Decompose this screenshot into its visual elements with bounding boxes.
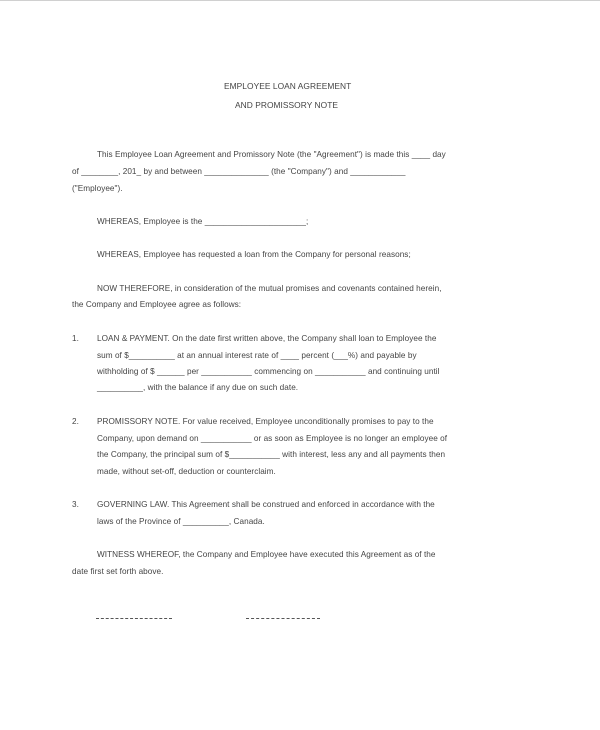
section-3-line-1: GOVERNING LAW. This Agreement shall be construed and enforced in accordance with the (97, 500, 435, 509)
section-1-number: 1. (72, 334, 79, 343)
whereas-clause-2: WHEREAS, Employee has requested a loan from the Company for personal reasons; (97, 250, 411, 259)
intro-line-2: of ________, 201_ by and between ______________ (the "Company") and ____________ (72, 167, 406, 176)
section-1-line-2: sum of $__________ at an annual interest rate of ____ percent (___%) and payable by (97, 351, 417, 360)
intro-line-1: This Employee Loan Agreement and Promissory Note (the "Agreement") is made this ____ day (97, 150, 446, 159)
whereas-clause-1: WHEREAS, Employee is the ______________________; (97, 217, 309, 226)
section-2-line-4: made, without set-off, deduction or counterclaim. (97, 467, 276, 476)
section-2-number: 2. (72, 417, 79, 426)
section-2-line-1: PROMISSORY NOTE. For value received, Employee unconditionally promises to pay to the (97, 417, 434, 426)
intro-line-3: ("Employee"). (72, 184, 123, 193)
section-2-line-2: Company, upon demand on ___________ or as soon as Employee is no longer an employee of (97, 434, 448, 443)
section-3-line-2: laws of the Province of __________, Canada. (97, 517, 265, 526)
witness-line-1: WITNESS WHEREOF, the Company and Employee have executed this Agreement as of the (97, 550, 436, 559)
title-line-2: AND PROMISSORY NOTE (235, 100, 339, 110)
title-line-1: EMPLOYEE LOAN AGREEMENT (224, 81, 352, 91)
now-therefore-line-2: the Company and Employee agree as follows: (72, 300, 242, 309)
section-3-number: 3. (72, 500, 79, 509)
section-1-line-4: __________, with the balance if any due on such date. (97, 383, 299, 392)
section-1-line-3: withholding of $ ______ per ___________ commencing on ___________ and continuing until (97, 367, 440, 376)
witness-line-2: date first set forth above. (72, 567, 164, 576)
section-1-line-1: LOAN & PAYMENT. On the date first written above, the Company shall loan to Employee the (97, 334, 437, 343)
section-2-line-3: the Company, the principal sum of $___________ with interest, less any and all payments then (97, 450, 446, 459)
now-therefore-line-1: NOW THEREFORE, in consideration of the mutual promises and covenants contained herein, (97, 284, 442, 293)
signature-line-employee (246, 618, 320, 619)
signature-line-company (96, 618, 172, 619)
